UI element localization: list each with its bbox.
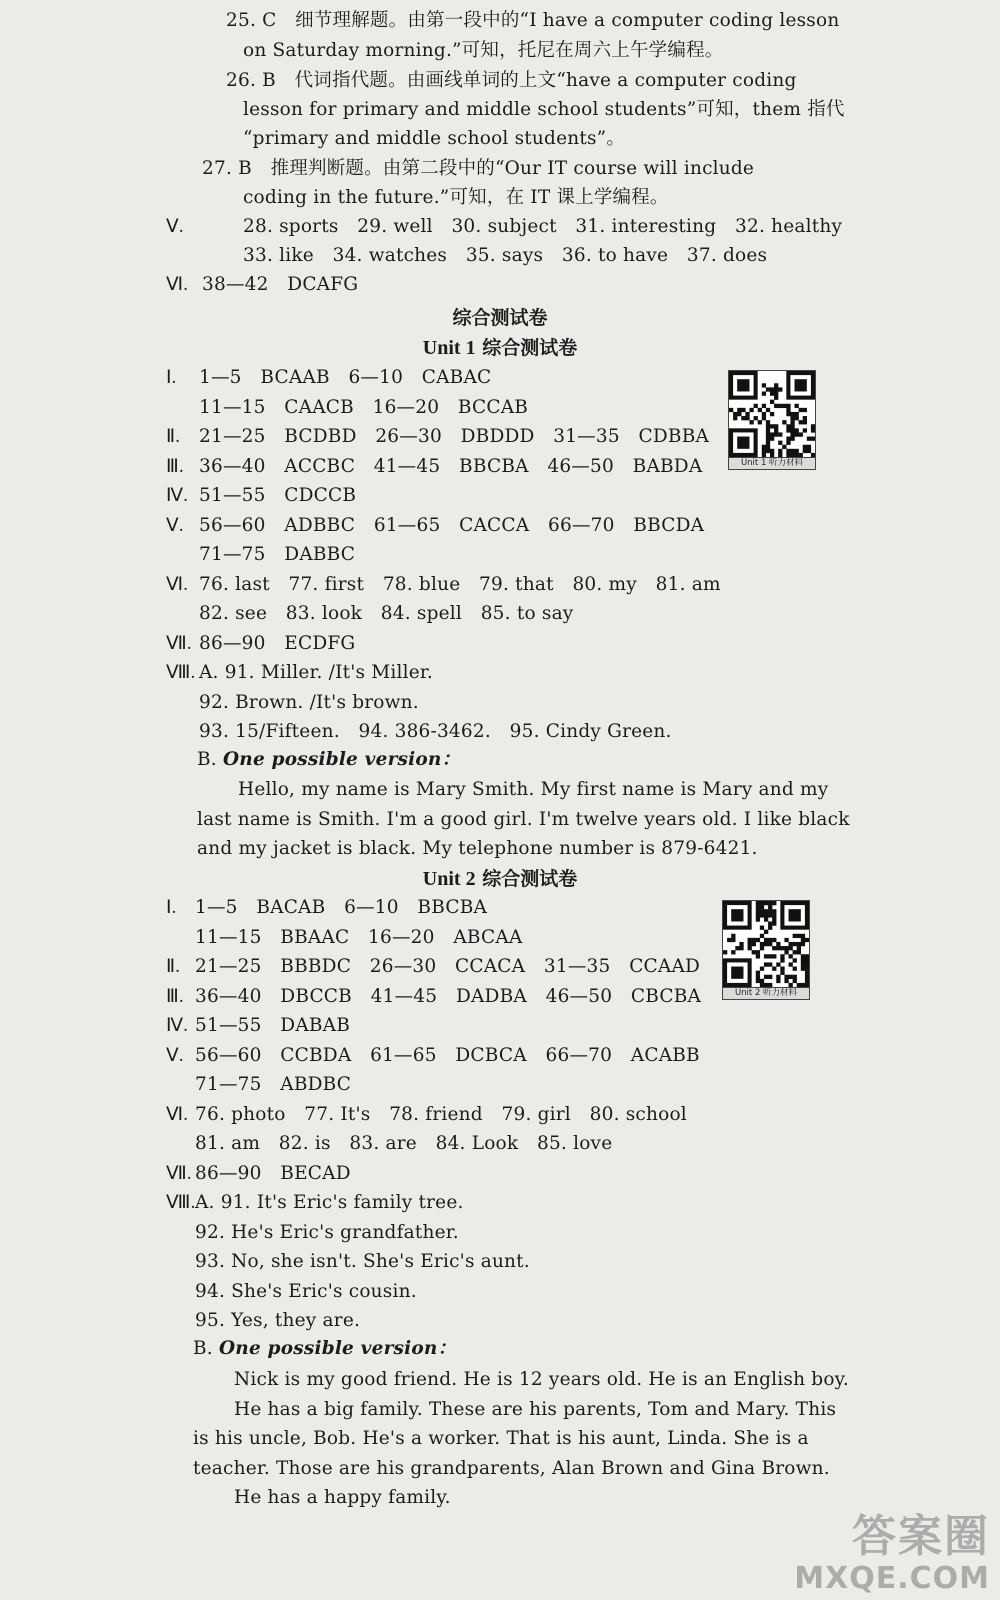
- answer-text: 93. 15/Fifteen. 94. 386-3462. 95. Cindy Green.: [199, 721, 672, 742]
- answer-text: 56—60 CCBDA 61—65 DCBCA 66—70 ACABB: [195, 1044, 700, 1066]
- answer-25-cont: on Saturday morning.”可知，托尼在周六上午学编程。: [243, 40, 724, 61]
- essay-line: Nick is my good friend. He is 12 years old. He is an English boy.: [234, 1369, 849, 1390]
- watermark-url: MXQE.COM: [794, 1561, 990, 1596]
- answer-text: A. 91. It's Eric's family tree.: [195, 1192, 464, 1213]
- roman-numeral: Ⅳ.: [166, 486, 189, 506]
- qr-caption: Unit 2 听力材料: [723, 987, 809, 999]
- unit1-title-cn: 综合测试卷: [482, 337, 578, 359]
- essay-line: He has a happy family.: [234, 1487, 451, 1508]
- answer-text: 71—75 DABBC: [199, 544, 356, 565]
- answer-text: 51—55 DABAB: [195, 1015, 351, 1036]
- essay-line: and my jacket is black. My telephone number is 879-6421.: [197, 838, 758, 859]
- essay-line: He has a big family. These are his parents, Tom and Mary. This: [234, 1398, 837, 1420]
- qr-code-icon: [723, 901, 809, 987]
- answer-text: 11—15 CAACB 16—20 BCCAB: [199, 396, 529, 418]
- answer-text: 1—5 BACAB 6—10 BBCBA: [195, 897, 488, 918]
- answer-text: 51—55 CDCCB: [199, 485, 357, 506]
- roman-numeral: Ⅴ.: [166, 515, 184, 536]
- answer-text: 76. last 77. first 78. blue 79. that 80. my 81. am: [199, 573, 721, 595]
- answer-text: 56—60 ADBBC 61—65 CACCA 66—70 BBCDA: [199, 514, 705, 536]
- essay-line: Hello, my name is Mary Smith. My first name is Mary and my: [238, 779, 829, 800]
- unit2-title: [0, 864, 1000, 894]
- unit2-part-b: [193, 1334, 456, 1364]
- main-title: 综合测试卷: [452, 307, 548, 329]
- essay-line: teacher. Those are his grandparents, Alan Brown and Gina Brown.: [193, 1457, 830, 1479]
- roman-numeral: Ⅳ.: [166, 1016, 189, 1036]
- essay-line: is his uncle, Bob. He's a worker. That is his aunt, Linda. She is a: [193, 1428, 809, 1449]
- answer-text: 36—40 ACCBC 41—45 BBCBA 46—50 BABDA: [199, 455, 703, 477]
- answer-text: 11—15 BBAAC 16—20 ABCAA: [195, 926, 523, 948]
- roman-numeral: Ⅷ.: [166, 663, 196, 683]
- answer-27: 27. B 推理判断题。由第二段中的“Our IT course will include: [202, 158, 755, 179]
- roman-numeral: Ⅴ.: [166, 217, 184, 237]
- unit2-title-cn: 综合测试卷: [482, 868, 578, 890]
- section-text: 38—42 DCAFG: [202, 274, 359, 295]
- section-v-cont: 33. like 34. watches 35. says 36. to have 37. does: [243, 245, 768, 266]
- site-watermark: [794, 1512, 990, 1596]
- essay-line: last name is Smith. I'm a good girl. I'm twelve years old. I like black: [197, 808, 850, 830]
- roman-numeral: Ⅲ.: [166, 986, 184, 1007]
- roman-numeral: Ⅰ.: [166, 898, 177, 918]
- answer-text: 94. She's Eric's cousin.: [195, 1280, 417, 1302]
- answer-26-cont: lesson for primary and middle school students”可知，them 指代: [243, 99, 845, 120]
- answer-text: 36—40 DBCCB 41—45 DADBA 46—50 CBCBA: [195, 985, 702, 1007]
- answer-text: 93. No, she isn't. She's Eric's aunt.: [195, 1251, 530, 1272]
- roman-numeral: Ⅵ.: [166, 275, 189, 295]
- roman-numeral: Ⅲ.: [166, 456, 184, 477]
- answer-text: 21—25 BBBDC 26—30 CCACA 31—35 CCAAD: [195, 956, 701, 977]
- roman-numeral: Ⅰ.: [166, 368, 177, 388]
- roman-numeral: Ⅵ.: [166, 1104, 189, 1125]
- unit2-title-en: Unit 2: [422, 868, 476, 890]
- unit1-title: [0, 333, 1000, 363]
- roman-numeral: Ⅴ.: [166, 1045, 184, 1066]
- answer-text: A. 91. Miller. /It's Miller.: [199, 662, 434, 683]
- roman-numeral: Ⅶ.: [166, 1163, 192, 1184]
- answer-text: 76. photo 77. It's 78. friend 79. girl 80. school: [195, 1103, 687, 1125]
- answer-text: 86—90 BECAD: [195, 1162, 351, 1184]
- possible-version-label: One possible version：: [218, 1338, 457, 1359]
- answer-text: 21—25 BCDBD 26—30 DBDDD 31—35 CDBBA: [199, 426, 710, 447]
- answer-text: 92. Brown. /It's brown.: [199, 691, 419, 713]
- roman-numeral: Ⅱ.: [166, 957, 181, 977]
- answer-text: 1—5 BCAAB 6—10 CABAC: [199, 367, 492, 388]
- roman-numeral: Ⅱ.: [166, 427, 181, 447]
- answer-text: 86—90 ECDFG: [199, 632, 356, 654]
- possible-version-label: One possible version：: [222, 749, 461, 770]
- unit1-qr-code[interactable]: [728, 370, 816, 470]
- section-text: 28. sports 29. well 30. subject 31. interesting 32. healthy: [243, 216, 843, 237]
- answer-text: 92. He's Eric's grandfather.: [195, 1221, 459, 1243]
- part-b-label: B.: [193, 1338, 213, 1359]
- answer-26: 26. B 代词指代题。由画线单词的上文“have a computer coding: [226, 70, 797, 91]
- answer-text: 71—75 ABDBC: [195, 1074, 352, 1095]
- answer-text: 82. see 83. look 84. spell 85. to say: [199, 603, 574, 624]
- unit2-qr-code[interactable]: [722, 900, 810, 1000]
- watermark-logo-text: 答案圈: [852, 1511, 990, 1562]
- roman-numeral: Ⅵ.: [166, 574, 189, 595]
- answer-25: 25. C 细节理解题。由第一段中的“I have a computer coding lesson: [226, 10, 840, 31]
- qr-code-icon: [729, 371, 815, 457]
- unit1-part-b: [197, 745, 460, 775]
- answer-27-cont: coding in the future.”可知，在 IT 课上学编程。: [243, 187, 669, 208]
- roman-numeral: Ⅷ.: [166, 1193, 196, 1213]
- answer-text: 81. am 82. is 83. are 84. Look 85. love: [195, 1133, 613, 1154]
- qr-caption: Unit 1 听力材料: [729, 457, 815, 469]
- part-b-label: B.: [197, 749, 217, 770]
- roman-numeral: Ⅶ.: [166, 633, 192, 654]
- answer-text: 95. Yes, they are.: [195, 1310, 361, 1331]
- answer-26-cont2: “primary and middle school students”。: [243, 128, 626, 149]
- unit1-title-en: Unit 1: [422, 337, 476, 359]
